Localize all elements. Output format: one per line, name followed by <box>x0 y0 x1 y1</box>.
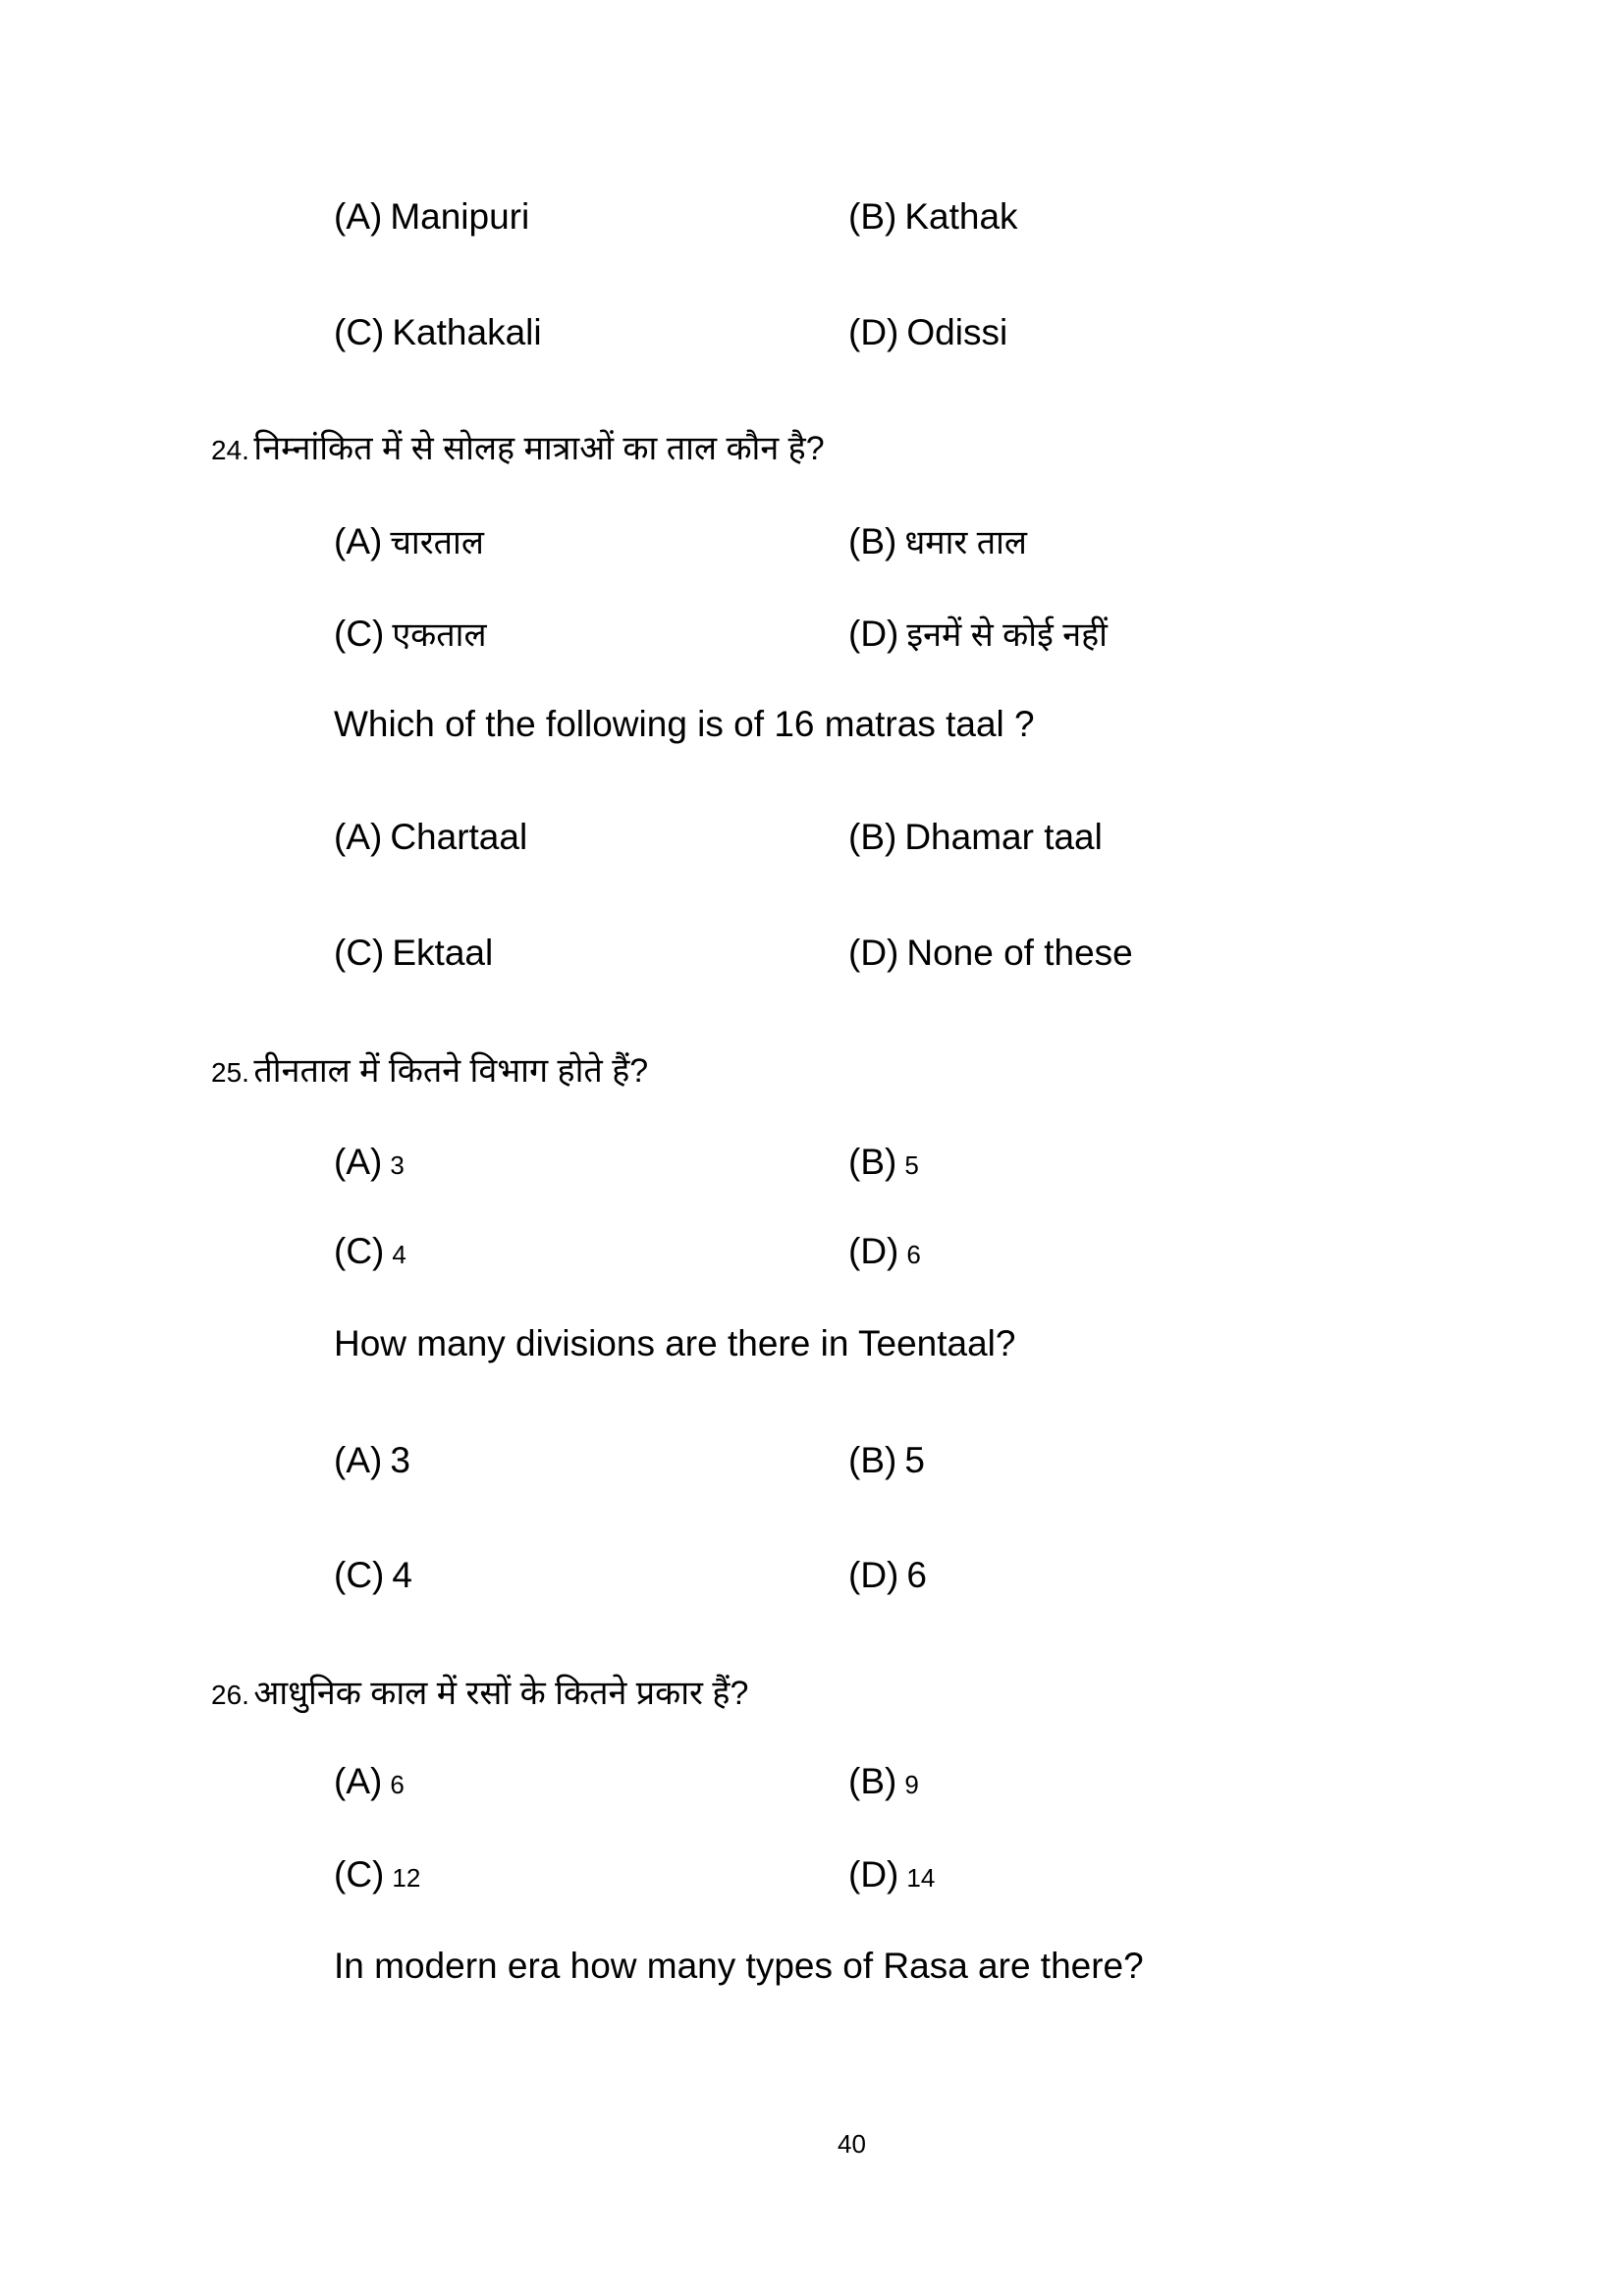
option-text: धमार ताल <box>904 524 1027 561</box>
q26-hi-option-c <box>334 1856 420 1893</box>
option-label: (D) <box>848 933 899 973</box>
option-text: एकताल <box>392 616 487 654</box>
option-text: 9 <box>904 1770 919 1799</box>
q23-option-d <box>848 314 1007 350</box>
option-text: Ektaal <box>392 933 494 973</box>
q24-hi-option-d <box>848 615 1108 652</box>
option-text: 6 <box>906 1240 921 1269</box>
option-label: (D) <box>848 614 899 654</box>
option-text: 5 <box>904 1150 919 1180</box>
option-label: (C) <box>334 1854 385 1895</box>
option-text: Dhamar taal <box>904 817 1103 857</box>
q26-hi-option-d <box>848 1856 935 1893</box>
option-label: (D) <box>848 1555 899 1595</box>
q25-en-option-b <box>848 1442 925 1478</box>
option-text: Manipuri <box>390 196 530 237</box>
q24-hi-option-b <box>848 523 1027 560</box>
option-text: 3 <box>390 1150 405 1180</box>
q25-en-option-c <box>334 1557 412 1593</box>
q24-en-option-b <box>848 819 1103 855</box>
q24-hi-option-a <box>334 523 484 560</box>
q24-hi-option-c <box>334 615 487 652</box>
q25-en-option-a <box>334 1442 410 1478</box>
q23-option-c <box>334 314 542 350</box>
q24-en-option-d <box>848 934 1133 971</box>
question-text-hindi: निम्नांकित में से सोलह मात्राओं का ताल कौन है? <box>253 430 825 467</box>
option-label: (C) <box>334 614 385 654</box>
q24-en-option-c <box>334 934 493 971</box>
q25-hi-option-d <box>848 1233 921 1269</box>
q24-en-option-a <box>334 819 527 855</box>
option-label: (A) <box>334 196 383 237</box>
option-text: इनमें से कोई नहीं <box>906 616 1108 654</box>
q24-question-english: Which of the following is of 16 matras taal ? <box>334 704 1035 744</box>
option-label: (C) <box>334 1231 385 1271</box>
q23-option-a <box>334 198 529 235</box>
q24-question-hindi <box>211 432 825 465</box>
option-text: 3 <box>390 1440 410 1480</box>
option-text: 6 <box>390 1770 405 1799</box>
option-label: (B) <box>848 1761 897 1801</box>
q26-question-english: In modern era how many types of Rasa are there? <box>334 1946 1144 1986</box>
option-text: 4 <box>392 1555 412 1595</box>
option-label: (D) <box>848 1854 899 1895</box>
question-text-hindi: तीनताल में कितने विभाग होते हैं? <box>253 1052 649 1090</box>
q25-hi-option-a <box>334 1144 405 1180</box>
option-text: Odissi <box>906 312 1008 352</box>
q25-hi-option-b <box>848 1144 919 1180</box>
option-label: (B) <box>848 196 897 237</box>
option-label: (A) <box>334 1761 383 1801</box>
question-number: 26. <box>211 1680 249 1710</box>
option-label: (B) <box>848 1142 897 1182</box>
option-label: (A) <box>334 521 383 561</box>
option-text: Kathak <box>904 196 1018 237</box>
question-number: 25. <box>211 1057 249 1088</box>
q26-hi-option-b <box>848 1763 919 1799</box>
option-label: (D) <box>848 1231 899 1271</box>
option-label: (A) <box>334 817 383 857</box>
option-label: (C) <box>334 312 385 352</box>
q26-question-hindi <box>211 1677 748 1710</box>
option-text: 6 <box>906 1555 927 1595</box>
option-label: (A) <box>334 1142 383 1182</box>
q23-option-b <box>848 198 1018 235</box>
option-text: Chartaal <box>390 817 528 857</box>
option-text: चारताल <box>390 524 484 561</box>
option-label: (B) <box>848 1440 897 1480</box>
q25-question-hindi <box>211 1054 648 1088</box>
q25-hi-option-c <box>334 1233 406 1269</box>
question-text-hindi: आधुनिक काल में रसों के कितने प्रकार हैं? <box>253 1675 749 1712</box>
option-text: 5 <box>904 1440 925 1480</box>
q25-en-option-d <box>848 1557 927 1593</box>
question-number: 24. <box>211 435 249 465</box>
q25-question-english: How many divisions are there in Teentaal? <box>334 1323 1016 1363</box>
q26-hi-option-a <box>334 1763 405 1799</box>
option-label: (B) <box>848 817 897 857</box>
option-text: Kathakali <box>392 312 542 352</box>
page-number: 40 <box>838 2129 866 2159</box>
option-text: 12 <box>392 1863 421 1893</box>
option-label: (C) <box>334 1555 385 1595</box>
option-label: (C) <box>334 933 385 973</box>
option-text: None of these <box>906 933 1133 973</box>
option-label: (D) <box>848 312 899 352</box>
option-text: 14 <box>906 1863 936 1893</box>
option-label: (B) <box>848 521 897 561</box>
option-label: (A) <box>334 1440 383 1480</box>
option-text: 4 <box>392 1240 406 1269</box>
